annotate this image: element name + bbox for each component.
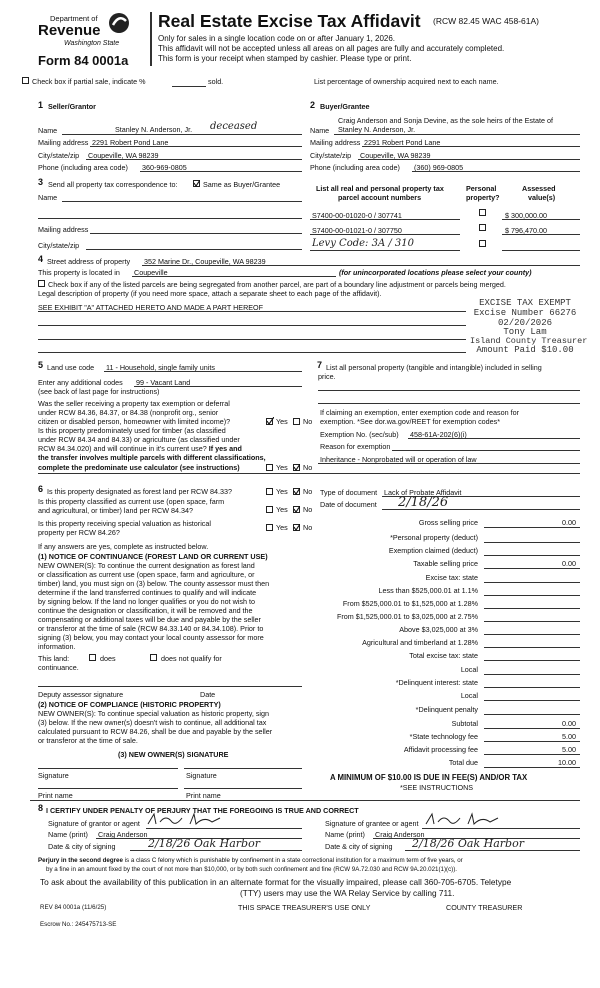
located-note: (for unincorporated locations please select your county) bbox=[339, 268, 532, 277]
sec8-number: 8 bbox=[38, 803, 44, 813]
tax-row-line bbox=[484, 687, 580, 688]
paragraph-line: or transferor at the time of sale (RCW 84.33.140 or 84.34.108). Prior to bbox=[38, 624, 264, 633]
buyer-name-value[interactable]: Stanley N. Anderson, Jr. bbox=[338, 125, 416, 134]
stamp-excise-number: Excise Number 66276 bbox=[473, 308, 577, 318]
buyer-name-top[interactable]: Craig Anderson and Sonja Devine, as the sole heirs of the Estate of bbox=[338, 116, 553, 125]
partial-percent-line[interactable] bbox=[172, 86, 206, 87]
stamp-name: Tony Lam bbox=[503, 327, 547, 337]
exemption-yes-label: Yes bbox=[276, 417, 288, 426]
tax-row-line bbox=[484, 527, 580, 528]
escrow-number: Escrow No.: 245475713-SE bbox=[40, 921, 117, 928]
buyer-name-label: Name bbox=[310, 126, 330, 135]
tax-row-label: Total excise tax: state bbox=[409, 651, 478, 660]
current-use-q2: and agricultural, or timber) land per RCW 84.34? bbox=[38, 506, 194, 515]
seller-heading: Seller/Grantor bbox=[48, 102, 96, 111]
buyer-heading: Buyer/Grantee bbox=[320, 102, 370, 111]
exemption-no-value[interactable]: 458-61A-202(6)(i) bbox=[410, 430, 467, 439]
street-address-label: Street address of property bbox=[47, 257, 131, 266]
alt-format-line-1: To ask about the availability of this publication in an alternate format for the visually impaired, please call 360-705-6705. Teletype bbox=[40, 877, 512, 887]
tax-row-label: Excise tax: state bbox=[425, 573, 478, 582]
tax-row-line bbox=[484, 660, 580, 661]
tax-row-label: *Delinquent penalty bbox=[415, 705, 478, 714]
sec3-city-label: City/state/zip bbox=[38, 241, 80, 250]
tax-row-line bbox=[484, 608, 580, 609]
grantee-signature[interactable] bbox=[424, 812, 514, 833]
paragraph-line: or transferor at the time of sale. bbox=[38, 736, 138, 745]
seller-mail-label: Mailing address bbox=[38, 138, 89, 147]
tax-row-value[interactable]: 0.00 bbox=[562, 559, 576, 568]
timber-q-line5: complete the predominate use calculator (see instructions) bbox=[38, 463, 240, 472]
stamp-amount: Amount Paid $10.00 bbox=[476, 345, 574, 355]
stamp-exempt: EXCISE TAX EXEMPT bbox=[479, 298, 571, 308]
perjury-line-2: by a fine in an amount fixed by the court of not more than $10,000, or by both such confinement and fine (RCW 9A.72.030 and RCW 9A.20.021(1)(c)). bbox=[46, 866, 458, 873]
partial-sale-checkbox[interactable] bbox=[22, 77, 29, 84]
current-use-q1: Is this property classified as current use (open space, farm bbox=[38, 497, 225, 506]
claim-exemption-text: exemption. bbox=[320, 417, 356, 426]
tax-row-line bbox=[484, 647, 580, 648]
tax-row-label: Local bbox=[460, 665, 478, 674]
sig-label-1: Signature bbox=[38, 771, 69, 780]
personal-checkbox-2[interactable] bbox=[479, 224, 486, 231]
same-as-buyer-checkbox[interactable] bbox=[193, 180, 200, 187]
print-line-2[interactable] bbox=[184, 788, 302, 789]
sec3-label: Send all property tax correspondence to: bbox=[48, 180, 178, 189]
sig-label-2: Signature bbox=[186, 771, 217, 780]
tax-row-line bbox=[484, 728, 580, 729]
parcel-header-2: parcel account numbers bbox=[338, 193, 422, 202]
new-owner-sig-line-2[interactable] bbox=[184, 768, 302, 769]
paragraph-line: by signing below. If the land no longer qualifies or you do not wish to bbox=[38, 597, 255, 606]
buyer-phone-label: Phone (including area code) bbox=[310, 163, 400, 172]
tax-row-line bbox=[484, 754, 580, 755]
header-divider bbox=[150, 12, 152, 66]
sec7-number: 7 bbox=[317, 360, 323, 370]
minimum-due-note: A MINIMUM OF $10.00 IS DUE IN FEE(S) AND/OR TAX bbox=[330, 773, 528, 782]
paragraph-line: NEW OWNER(S): To continue the current designation as forest land bbox=[38, 561, 255, 570]
personal-property-label: List all personal property (tangible and intangible) included in selling bbox=[326, 363, 542, 372]
paragraph-line: continue the designation or classification, it will be removed and the bbox=[38, 606, 253, 615]
timber-q-line2: under RCW 84.34 and 84.33) or agriculture (as classified under bbox=[38, 435, 240, 444]
doc-date-value[interactable]: 2/18/26 bbox=[398, 495, 449, 510]
seller-deceased-handwriting: deceased bbox=[210, 121, 258, 132]
paragraph-line: calculated pursuant to RCW 84.26, shall be due and payable by the seller bbox=[38, 727, 273, 736]
partial-sold-label: sold. bbox=[208, 77, 224, 86]
grantee-date-value[interactable]: 2/18/26 Oak Harbor bbox=[412, 837, 524, 850]
forest-no-checkbox[interactable] bbox=[293, 488, 300, 495]
forest-yes-label: Yes bbox=[276, 487, 288, 496]
located-value[interactable]: Coupeville bbox=[134, 268, 168, 277]
assessed-row-2[interactable]: $ 796,470.00 bbox=[505, 226, 547, 235]
historic-no-checkbox[interactable] bbox=[293, 524, 300, 531]
segregated-label: Check box if any of the listed parcels are being segregated from another parcel, are part of a boundary line adjustment or parcels being merged. bbox=[48, 280, 506, 289]
tax-row-line bbox=[484, 674, 580, 675]
certify-heading: I CERTIFY UNDER PENALTY OF PERJURY THAT THE FOREGOING IS TRUE AND CORRECT bbox=[46, 806, 359, 815]
tax-row-label: Above $3,025,000 at 3% bbox=[399, 625, 478, 634]
tax-row-label: Gross selling price bbox=[418, 518, 478, 527]
tax-row-value[interactable]: 0.00 bbox=[562, 719, 576, 728]
street-address-value[interactable]: 352 Marine Dr., Coupeville, WA 98239 bbox=[144, 257, 266, 266]
sec3-mail-label: Mailing address bbox=[38, 225, 89, 234]
state-label: Washington State bbox=[64, 40, 120, 47]
perjury-bold: Perjury in the second degree bbox=[38, 857, 123, 864]
tax-row-label: Agricultural and timberland at 1.28% bbox=[362, 638, 478, 647]
grantee-date-label: Date & city of signing bbox=[325, 842, 393, 851]
new-owner-sig-heading: (3) NEW OWNER(S) SIGNATURE bbox=[118, 750, 229, 759]
current-use-yes-label: Yes bbox=[276, 505, 288, 514]
buyer-mail-label: Mailing address bbox=[310, 138, 361, 147]
tax-row-value[interactable]: 5.00 bbox=[562, 745, 576, 754]
buyer-city-value[interactable]: Coupeville, WA 98239 bbox=[360, 151, 431, 160]
paragraph-line: determine if the land transferred continues to qualify and will indicate bbox=[38, 588, 257, 597]
form-number: Form 84 0001a bbox=[38, 53, 129, 68]
tax-row-label: From $1,525,000.01 to $3,025,000 at 2.75% bbox=[336, 612, 478, 621]
dept-label: Department of bbox=[50, 14, 98, 23]
doc-date-label: Date of document bbox=[320, 500, 377, 509]
paragraph-line: information. bbox=[38, 642, 76, 651]
tax-row-label: Less than $525,000.01 at 1.1% bbox=[378, 586, 478, 595]
timber-q-line1: Is this property predominately used for timber (as classified bbox=[38, 426, 226, 435]
sec2-number: 2 bbox=[310, 100, 316, 110]
legal-desc-value[interactable]: SEE EXHIBIT "A" ATTACHED HERETO AND MADE A PART HEREOF bbox=[38, 303, 264, 312]
tax-row-label: *Personal property (deduct) bbox=[390, 533, 478, 542]
new-owner-sig-line-1[interactable] bbox=[38, 768, 178, 769]
parcel-row-2[interactable]: S7400-00-01021-0 / 307750 bbox=[312, 226, 402, 235]
tax-row-label: *State technology fee bbox=[409, 732, 478, 741]
paragraph-line: (3) below. If the new owner(s) doesn't wish to continue, all additional tax bbox=[38, 718, 267, 727]
current-use-no-checkbox[interactable] bbox=[293, 506, 300, 513]
seller-mail-value[interactable]: 2291 Robert Pond Lane bbox=[92, 138, 169, 147]
grantor-sig-label: Signature of grantor or agent bbox=[48, 819, 140, 828]
historic-no-label: No bbox=[303, 523, 313, 532]
exemption-q-line3: citizen or disabled person, homeowner with limited income)? bbox=[38, 417, 231, 426]
print-line-1[interactable] bbox=[38, 788, 178, 789]
compliance-heading: (2) NOTICE OF COMPLIANCE (HISTORIC PROPERTY) bbox=[38, 700, 221, 709]
forest-yes-checkbox[interactable] bbox=[266, 488, 273, 495]
grantor-signature[interactable] bbox=[146, 812, 236, 833]
revenue-logo-icon bbox=[108, 12, 130, 39]
seller-name-label: Name bbox=[38, 126, 58, 135]
grantor-date-value[interactable]: 2/18/26 Oak Harbor bbox=[148, 837, 260, 850]
claim-exemption-line1: If claiming an exemption, enter exemption code and reason for bbox=[320, 408, 519, 417]
timber-no-checkbox[interactable] bbox=[293, 464, 300, 471]
print-label-1: Print name bbox=[38, 791, 73, 800]
print-label-2: Print name bbox=[186, 791, 221, 800]
reason-value[interactable]: Inheritance - Nonprobated will or operation of law bbox=[320, 455, 477, 464]
grantee-sig-label: Signature of grantee or agent bbox=[325, 819, 419, 828]
historic-q2: property per RCW 84.26? bbox=[38, 528, 120, 537]
tax-row-label: Subtotal bbox=[451, 719, 478, 728]
buyer-phone-value[interactable]: (360) 969-0805 bbox=[414, 163, 464, 172]
deputy-date-label: Date bbox=[200, 690, 216, 699]
form-title: Real Estate Excise Tax Affidavit bbox=[158, 11, 421, 31]
continuance-heading: (1) NOTICE OF CONTINUANCE (FOREST LAND OR CURRENT USE) bbox=[38, 552, 268, 561]
historic-q1: Is this property receiving special valuation as historical bbox=[38, 519, 211, 528]
this-land-label: This land: bbox=[38, 654, 70, 663]
tax-row-label: From $525,000.01 to $1,525,000 at 1.28% bbox=[342, 599, 478, 608]
stamp-office: Island County Treasurer bbox=[470, 336, 588, 346]
rcw-ref: (RCW 82.45 WAC 458-61A) bbox=[433, 16, 539, 26]
exemption-q-line2: under RCW 84.36, 84.37, or 84.38 (nonprofit org., senior bbox=[38, 408, 219, 417]
continuance-label: continuance. bbox=[38, 663, 79, 672]
sec3-number: 3 bbox=[38, 177, 44, 187]
sec6-number: 6 bbox=[38, 484, 44, 494]
seller-city-value[interactable]: Coupeville, WA 98239 bbox=[88, 151, 159, 160]
header-note-3: This form is your receipt when stamped by cashier. Please type or print. bbox=[158, 54, 412, 63]
current-use-yes-checkbox[interactable] bbox=[266, 506, 273, 513]
treasurer-space: THIS SPACE TREASURER'S USE ONLY bbox=[238, 903, 371, 912]
revenue-logo-text: Revenue bbox=[38, 22, 101, 39]
tax-row-value[interactable]: 5.00 bbox=[562, 732, 576, 741]
parcel-header: List all real and personal property tax bbox=[316, 184, 444, 193]
sec3-name-label: Name bbox=[38, 193, 58, 202]
seller-phone-value[interactable]: 360-969-0805 bbox=[142, 163, 187, 172]
tax-row-line bbox=[484, 634, 580, 635]
forest-no-label: No bbox=[303, 487, 313, 496]
legal-desc-label: Legal description of property (if you need more space, attach a separate sheet to each page of the affidavit). bbox=[38, 289, 382, 298]
grantee-name-label: Name (print) bbox=[325, 830, 365, 839]
sec4-number: 4 bbox=[38, 254, 44, 264]
county-treasurer: COUNTY TREASURER bbox=[446, 903, 523, 912]
assessed-row-1[interactable]: $ 300,000.00 bbox=[505, 211, 547, 220]
exemption-q-line1: Was the seller receiving a property tax exemption or deferral bbox=[38, 399, 230, 408]
stamp-date: 02/20/2026 bbox=[497, 318, 552, 328]
tax-row-line bbox=[484, 542, 580, 543]
tax-row-label: Taxable selling price bbox=[413, 559, 478, 568]
grantor-date-label: Date & city of signing bbox=[48, 842, 116, 851]
timber-no-label: No bbox=[303, 463, 313, 472]
timber-q-line3 bbox=[38, 444, 242, 453]
historic-yes-checkbox[interactable] bbox=[266, 524, 273, 531]
personal-header: Personal bbox=[466, 184, 497, 193]
header-note-2: This affidavit will not be accepted unless all areas on all pages are fully and accurately completed. bbox=[158, 44, 505, 53]
sec5-number: 5 bbox=[38, 360, 44, 370]
buyer-mail-value[interactable]: 2291 Robert Pond Lane bbox=[364, 138, 441, 147]
doc-type-label: Type of document bbox=[320, 488, 378, 497]
rev-number: REV 84 0001a (11/6/25) bbox=[40, 904, 107, 911]
claim-exemption-line2 bbox=[320, 417, 500, 426]
deputy-sign-line[interactable] bbox=[38, 686, 302, 687]
claim-exemption-note: *See dor.wa.gov/REET for exemption codes* bbox=[357, 417, 501, 426]
tax-row-line bbox=[484, 568, 580, 569]
paragraph-line: signing (3) below, you may contact your local county assessor for more bbox=[38, 633, 264, 642]
tax-row-line bbox=[484, 595, 580, 596]
see-instructions: *SEE INSTRUCTIONS bbox=[400, 783, 474, 792]
paragraph-line: compensating or additional taxes will be due and payable by the seller bbox=[38, 615, 261, 624]
exemption-no-label: No bbox=[303, 417, 313, 426]
land-does-checkbox[interactable] bbox=[89, 654, 96, 661]
tax-row-label: Total due bbox=[448, 758, 478, 767]
perjury-line-1 bbox=[38, 857, 463, 864]
located-label: This property is located in bbox=[38, 268, 120, 277]
alt-format-line-2: (TTY) users may use the WA Relay Service by calling 711. bbox=[240, 888, 455, 898]
buyer-city-label: City/state/zip bbox=[310, 151, 352, 160]
tax-row-line bbox=[484, 741, 580, 742]
tax-row-line bbox=[484, 555, 580, 556]
reason-label: Reason for exemption bbox=[320, 442, 391, 451]
ownership-note: List percentage of ownership acquired next to each name. bbox=[314, 77, 499, 86]
personal-checkbox-3[interactable] bbox=[479, 240, 486, 247]
addl-codes-note: (see back of last page for instructions) bbox=[38, 387, 160, 396]
tax-row-line bbox=[484, 700, 580, 701]
land-does-label: does bbox=[100, 654, 116, 663]
tax-row-line bbox=[484, 582, 580, 583]
exemption-no-label: Exemption No. (sec/sub) bbox=[320, 430, 399, 439]
partial-sale-label: Check box if partial sale, indicate % bbox=[32, 77, 146, 86]
parcel-row-1[interactable]: S7400-00-01020-0 / 307741 bbox=[312, 211, 402, 220]
tax-row-value[interactable]: 10.00 bbox=[558, 758, 576, 767]
personal-property-label-2: price. bbox=[318, 372, 336, 381]
historic-yes-label: Yes bbox=[276, 523, 288, 532]
assessed-header-2: value(s) bbox=[528, 193, 556, 202]
tax-row-line bbox=[484, 621, 580, 622]
exemption-no-checkbox[interactable] bbox=[293, 418, 300, 425]
land-does-not-checkbox[interactable] bbox=[150, 654, 157, 661]
seller-name-value[interactable]: Stanley N. Anderson, Jr. bbox=[115, 125, 193, 134]
tax-row-label: Local bbox=[460, 691, 478, 700]
land-use-value[interactable]: 11 - Household, single family units bbox=[106, 363, 215, 372]
timber-yes-label: Yes bbox=[276, 463, 288, 472]
timber-yes-checkbox[interactable] bbox=[266, 464, 273, 471]
if-any-yes-note: If any answers are yes, complete as instructed below. bbox=[38, 542, 209, 551]
paragraph-line: or classification as current use (open space, farm and agriculture, or bbox=[38, 570, 255, 579]
timber-q-line3-text: RCW 84.34.020) and will continue in it's current use? bbox=[38, 444, 207, 453]
forest-q: Is this property designated as forest land per RCW 84.33? bbox=[47, 487, 232, 496]
seller-phone-label: Phone (including area code) bbox=[38, 163, 128, 172]
sec1-number: 1 bbox=[38, 100, 44, 110]
addl-codes-value[interactable]: 99 - Vacant Land bbox=[136, 378, 191, 387]
header-note-1: Only for sales in a single location code on or after January 1, 2026. bbox=[158, 34, 396, 43]
tax-row-line bbox=[484, 767, 580, 768]
levy-code-handwriting: Levy Code: 3A / 310 bbox=[312, 238, 414, 249]
current-use-no-label: No bbox=[303, 505, 313, 514]
land-use-label: Land use code bbox=[47, 363, 95, 372]
seller-city-label: City/state/zip bbox=[38, 151, 80, 160]
doc-type-value[interactable]: Lack of Probate Affidavit bbox=[384, 488, 462, 497]
grantee-name-value[interactable]: Craig Anderson bbox=[375, 830, 425, 839]
timber-q-line4: the transfer involves multiple parcels with different classifications, bbox=[38, 453, 266, 462]
tax-row-value[interactable]: 0.00 bbox=[562, 518, 576, 527]
addl-codes-label: Enter any additional codes bbox=[38, 378, 123, 387]
timber-q-line3-bold: If yes and bbox=[208, 444, 242, 453]
assessed-header: Assessed bbox=[522, 184, 556, 193]
grantor-name-value[interactable]: Craig Anderson bbox=[98, 830, 148, 839]
personal-checkbox-1[interactable] bbox=[479, 209, 486, 216]
tax-row-label: *Delinquent interest: state bbox=[395, 678, 478, 687]
perjury-text: is a class C felony which is punishable by confinement in a state correctional institution for a maximum term of five years, or bbox=[124, 857, 463, 864]
deputy-label: Deputy assessor signature bbox=[38, 690, 124, 699]
tax-row-label: Exemption claimed (deduct) bbox=[388, 546, 478, 555]
grantor-name-label: Name (print) bbox=[48, 830, 88, 839]
land-does-not-label: does not qualify for bbox=[161, 654, 222, 663]
tax-row-label: Affidavit processing fee bbox=[403, 745, 478, 754]
paragraph-line: NEW OWNER(S): To continue special valuation as historic property, sign bbox=[38, 709, 270, 718]
segregated-checkbox[interactable] bbox=[38, 280, 45, 287]
personal-header-2: property? bbox=[466, 193, 500, 202]
same-as-buyer-label: Same as Buyer/Grantee bbox=[203, 180, 281, 189]
paragraph-line: timber) land, you must sign on (3) below. The county assessor must then bbox=[38, 579, 270, 588]
tax-row-line bbox=[484, 714, 580, 715]
exemption-yes-checkbox[interactable] bbox=[266, 418, 273, 425]
